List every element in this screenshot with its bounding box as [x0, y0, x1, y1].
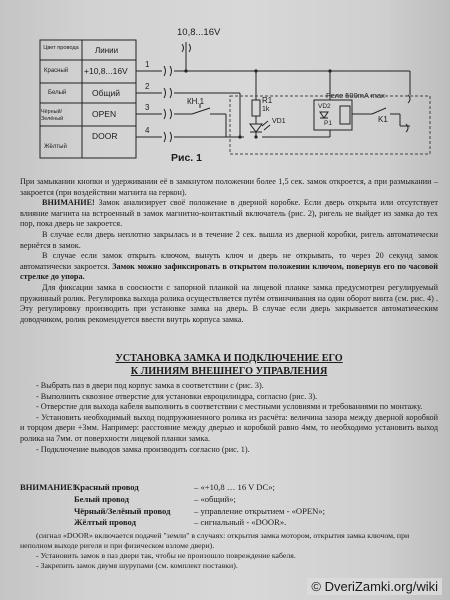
line-open: OPEN [92, 109, 117, 119]
list-item: - Отверстие для выхода кабеля выполнить в соответствии с местными условиями и требованиями по монтажу. [36, 402, 423, 412]
resistor-r1-value: 1k [262, 106, 270, 113]
attention-text: Замок анализирует своё положение в дверной коробке. Если дверь открыта или отсутствует влияние магнита на встроенный в замок магнитно-контактный включатель (рис. 2), ригель не выйдет из замка до тех пор, пока дверь не закроется. [20, 198, 438, 229]
installation-steps [20, 381, 438, 455]
resistor-r1-label: R1 [262, 96, 273, 105]
section-heading-line1: УСТАНОВКА ЗАМКА И ПОДКЛЮЧЕНИЕ ЕГО [115, 353, 343, 364]
wire-row [20, 494, 438, 506]
wire-desc: – «+10,8 … 16 V DC»; [194, 482, 275, 492]
list-item: - Подключение выводов замка производить согласно (рис. 1). [36, 444, 250, 454]
figure-caption: Рис. 1 [171, 152, 202, 164]
paragraph-key [20, 251, 438, 283]
wire-desc: – «общий»; [194, 493, 236, 504]
wire-attention-label: ВНИМАНИЕ! [20, 482, 76, 492]
attention-label: ВНИМАНИЕ! [42, 198, 95, 208]
led-vd1-label: VD1 [272, 118, 286, 125]
table-header-color: Цвет провода [43, 45, 79, 51]
table-header-lines: Линии [95, 46, 119, 55]
instructions-body [20, 177, 438, 325]
line-common: Общий [92, 88, 120, 98]
wire-desc: – сигнальный - «DOOR». [194, 517, 287, 528]
wire-desc: – управление открытием - «OPEN»; [194, 505, 326, 516]
line-door: DOOR [92, 131, 118, 141]
section-heading-line2: К ЛИНИЯМ ВНЕШНЕГО УПРАВЛЕНИЯ [130, 366, 328, 377]
wire-row [20, 506, 438, 518]
wire-num-3: 3 [145, 103, 150, 112]
wire-row [20, 517, 438, 529]
wire-num-1: 1 [145, 60, 150, 69]
wire-color-yellow: Жёлтый [44, 144, 67, 150]
paragraph-roller: Для фиксации замка в соосности с запорной планкой на лицевой планке замка предусмотрен регулируемый пружинный ролик. Регулировка выхода ролика осуществляется путём отвинчивания на один оборот винта (см. рис. 4) . Эту регулировку производить при установке замка на дверь. В случае если дверь закрывается автоматическим доводчиком, ролик рекомендуется ввести внутрь корпуса замка. [20, 282, 438, 324]
paragraph-attention [20, 198, 438, 230]
led-vd1 [250, 124, 262, 132]
wiring-diagram [0, 0, 450, 170]
key-text: В случае если замок открыть ключом, вынуть ключ и дверь не открывать, то через 20 секунд замок автоматически закроется. [20, 251, 438, 271]
wire-name: Чёрный/Зелёный провод [74, 505, 171, 516]
wire-color-white: Белый [48, 90, 67, 96]
supply-voltage-label: 10,8...16V [177, 27, 221, 38]
wire-num-4: 4 [145, 126, 150, 135]
list-item: - Выбрать паз в двери под корпус замка в соответствии с (рис. 3). [36, 381, 264, 390]
wire-table [40, 40, 136, 158]
paragraph-auto-return: В случае если дверь неплотно закрылась и в течение 2 сек. вышла из дверной коробки, ригель автоматически вернётся в замок. [20, 229, 438, 250]
wire-assignment [20, 482, 438, 529]
resistor-r1 [252, 100, 260, 116]
wire-name: Жёлтый провод [74, 517, 136, 528]
wire-row [20, 482, 438, 494]
list-item: - Установить замок в паз двери так, чтобы не произошло повреждение кабеля. [36, 551, 296, 560]
paragraph-button: При замыкании кнопки и удерживании её в замкнутом положении более 1,5 сек. замок откроется, а при размыкании – закроется (при воздействии магнита на геркон). [20, 177, 438, 197]
wire-name: Белый провод [74, 493, 129, 504]
diode-vd2-label: VD2 [318, 103, 331, 110]
list-item: - Установить необходимый выход подпружиненного ролика из расчёта: величина зазора между дверной коробкой и торцом двери +3мм. Например: расстояние между дверью и коробкой равно 4мм, то необходимо установить выход ролика на 7мм. от поверхности лицевой планки замка. [20, 412, 438, 443]
watermark: © DveriZamki.org/wiki [307, 578, 442, 595]
contact-k1-label: K1 [378, 115, 388, 124]
door-signal-note: (сигнал «DOOR» включается подачей "земли" в случаях: открытия замка мотором, открытия замка ключом, при неполном выходе ригеля и при физическом взломе двери). [20, 531, 410, 550]
wire-name: Красный провод [74, 482, 139, 492]
notes [20, 531, 438, 571]
list-item: - Выполнить сквозное отверстие для установки евроцилиндра, согласно (рис. 3). [36, 391, 318, 401]
key-fix-text: Замок можно зафиксировать в открытом положении ключом, повернув его по часовой стрелке до упора. [20, 261, 438, 282]
line-supply: +10,8...16V [84, 66, 128, 76]
wire-num-2: 2 [145, 82, 150, 91]
relay-p1-label: P1 [324, 120, 332, 127]
wire-color-black-green: Чёрный/Зелёный [41, 109, 64, 122]
list-item: - Закрепить замок двумя шурупами (см. комплект поставки). [36, 561, 238, 570]
wire-color-red: Красный [44, 68, 69, 74]
button-kh1-label: КН.1 [187, 97, 205, 106]
relay-label: Реле 500mA max [326, 91, 385, 100]
